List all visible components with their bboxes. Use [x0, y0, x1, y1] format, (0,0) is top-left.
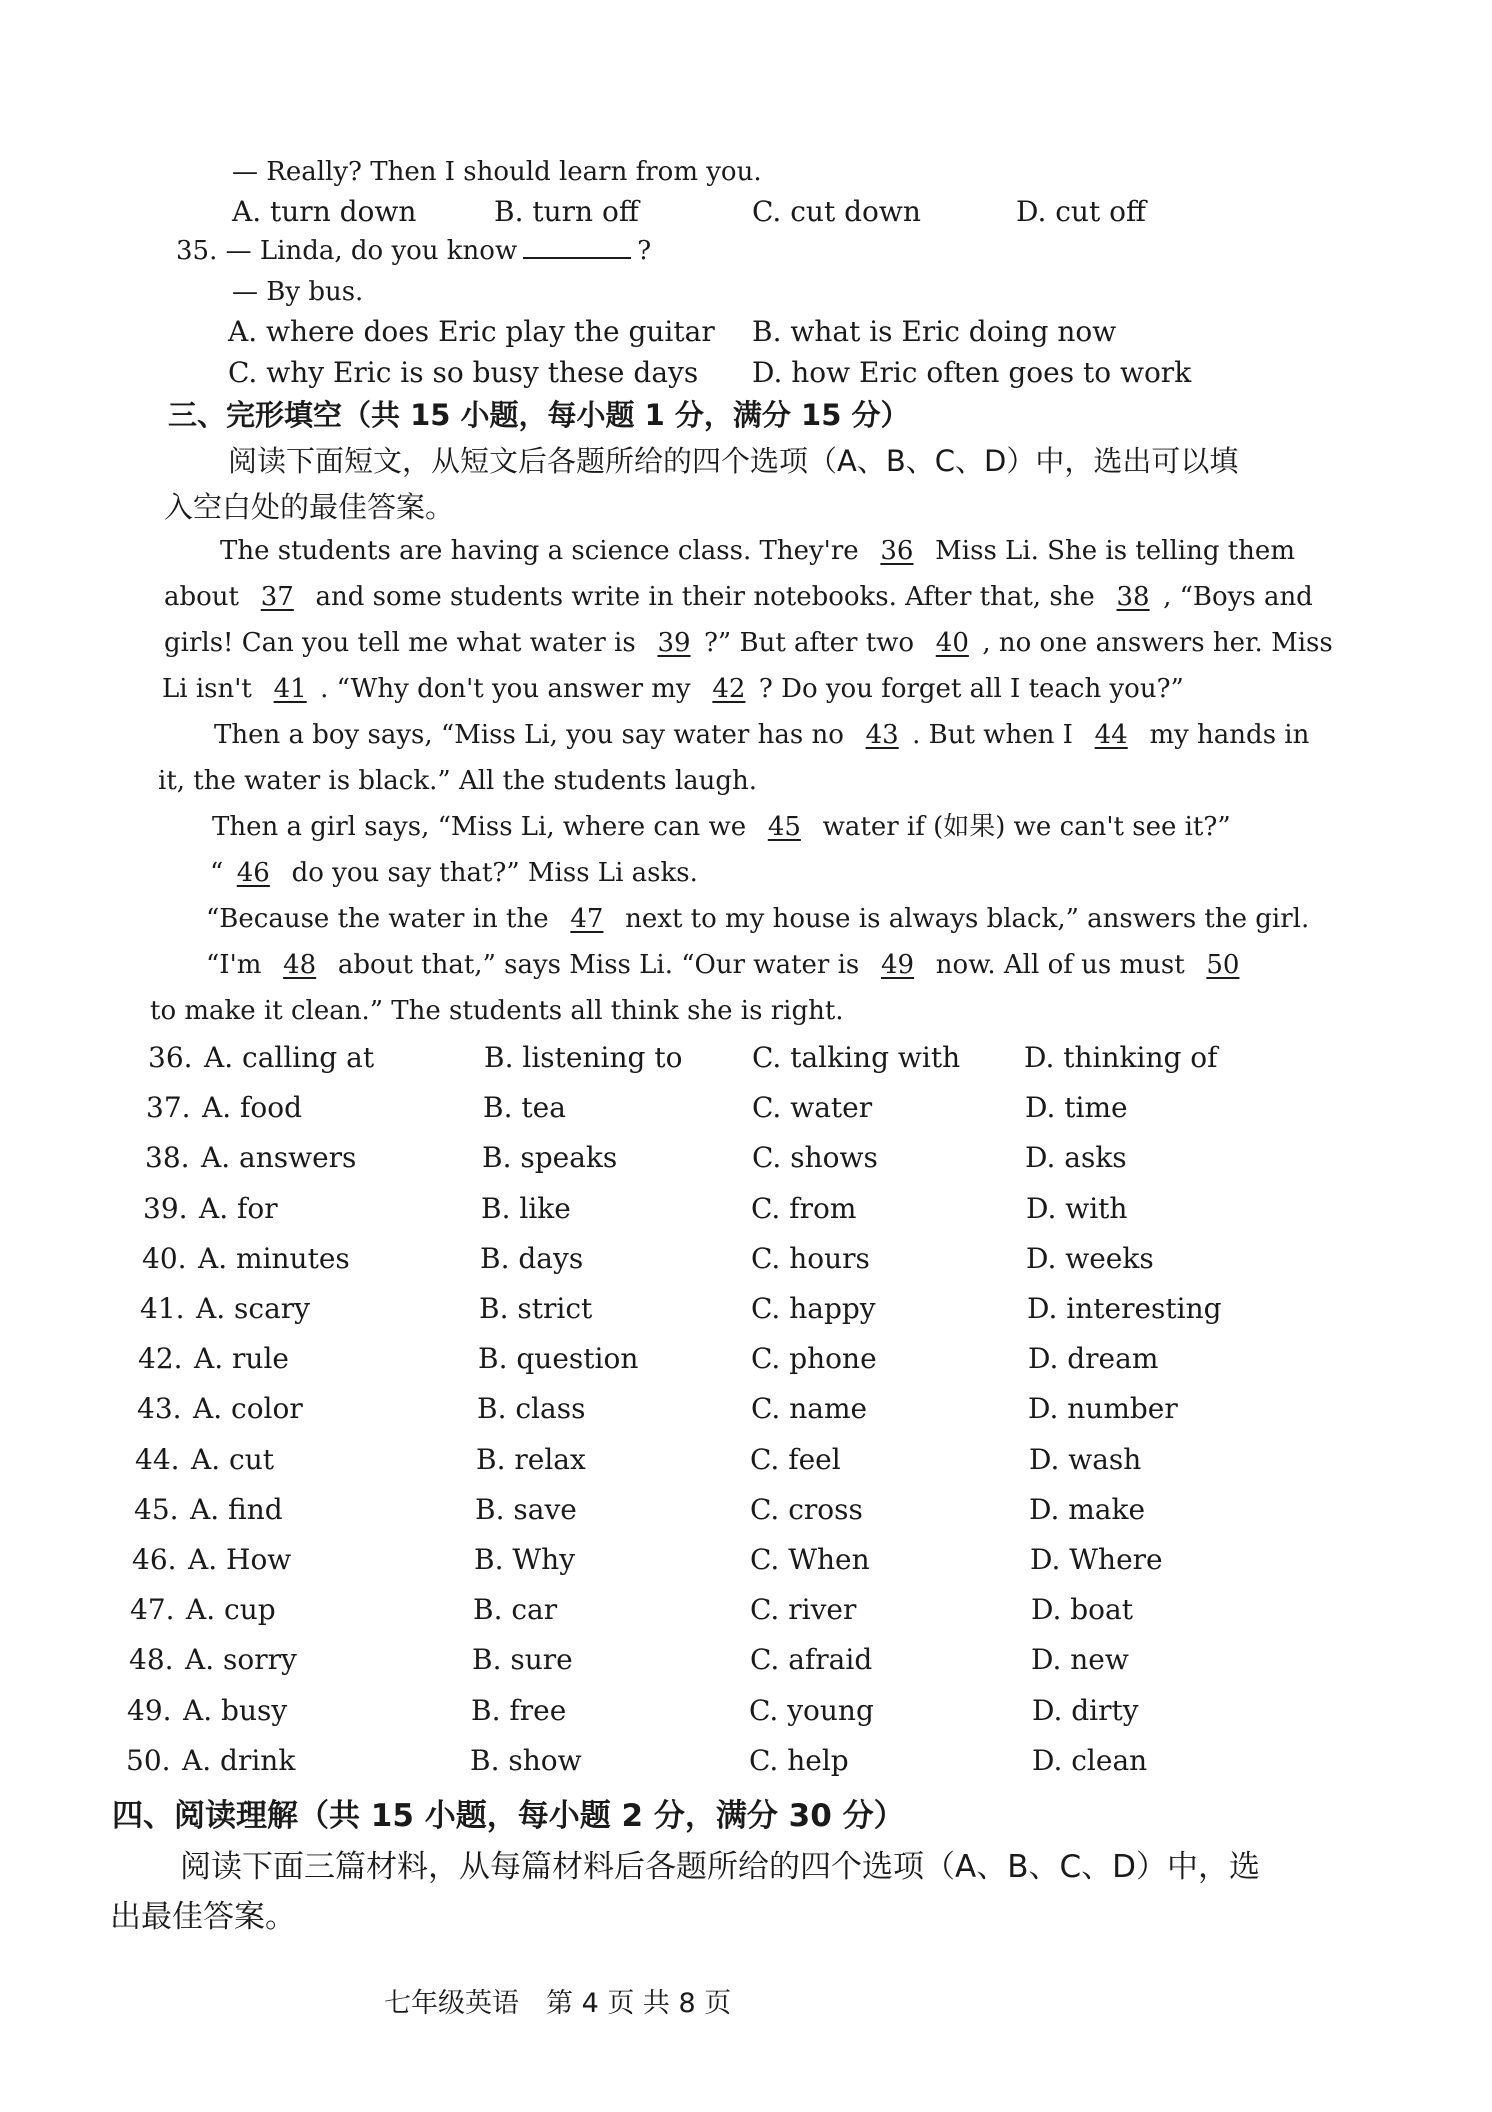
blank-40: 40 [935, 628, 969, 658]
option-b: B. listening to [484, 1041, 683, 1074]
blank-50: 50 [1206, 950, 1240, 980]
passage-line-4 [162, 672, 1184, 706]
section4-heading: 四、阅读理解（共 15 小题，每小题 2 分，满分 30 分） [112, 1798, 905, 1834]
q34-reply: — Really? Then I should learn from you. [232, 157, 762, 187]
option-d: D. Where [1030, 1543, 1163, 1576]
passage-line-7 [212, 810, 1231, 844]
option-a: A. answers [201, 1141, 357, 1174]
option-c: C. from [751, 1192, 857, 1225]
option-c: C. young [749, 1694, 874, 1727]
option-a: A. for [199, 1192, 278, 1225]
option-c: C. cross [750, 1493, 863, 1526]
passage-text: next to my house is always black,” answers the girl. [625, 904, 1310, 934]
q35-reply: — By bus. [232, 277, 364, 307]
option-d: D. wash [1029, 1443, 1142, 1476]
q35-question-mark: ? [637, 236, 652, 266]
option-c: C. water [752, 1091, 873, 1124]
passage-text: . But when I [912, 720, 1073, 750]
option-a: A. minutes [198, 1242, 350, 1275]
section4-instruction-line1: 阅读下面三篇材料，从每篇材料后各题所给的四个选项（A、B、C、D）中，选 [180, 1849, 1260, 1885]
q35-question [176, 234, 651, 268]
option-a: A. scary [196, 1292, 310, 1325]
option-c: C. name [751, 1392, 868, 1425]
blank-38: 38 [1116, 582, 1150, 612]
passage-text: girls! Can you tell me what water is [164, 628, 636, 658]
q34-option-a: A. turn down [232, 195, 417, 228]
passage-text: do you say that?” Miss Li asks. [291, 858, 698, 888]
passage-text: my hands in [1149, 720, 1310, 750]
option-a: A. drink [182, 1744, 296, 1777]
option-b: B. sure [472, 1643, 573, 1676]
question-number: 37. [146, 1091, 191, 1124]
blank-43: 43 [865, 720, 899, 750]
option-c: C. talking with [752, 1041, 961, 1074]
option-b: B. strict [479, 1292, 593, 1325]
blank-47: 47 [570, 904, 604, 934]
q35-question-text: — Linda, do you know [225, 236, 518, 266]
passage-text: The students are having a science class. They're [220, 536, 859, 566]
option-b: B. relax [476, 1443, 586, 1476]
option-a: A. cut [191, 1443, 274, 1476]
passage-text: water if (如果) we can't see it?” [822, 812, 1231, 842]
option-c: C. phone [751, 1342, 877, 1375]
option-a: A. color [193, 1392, 303, 1425]
passage-line-10 [206, 948, 1253, 982]
option-c: C. shows [752, 1141, 878, 1174]
option-d: D. thinking of [1024, 1041, 1218, 1074]
passage-text: “Because the water in the [206, 904, 549, 934]
option-c: C. river [750, 1593, 857, 1626]
passage-line-2 [164, 580, 1313, 614]
option-a: A. find [190, 1493, 283, 1526]
section3-instruction-line1: 阅读下面短文，从短文后各题所给的四个选项（A、B、C、D）中，选出可以填 [228, 444, 1239, 478]
option-c: C. happy [751, 1292, 876, 1325]
section3-heading: 三、完形填空（共 15 小题，每小题 1 分，满分 15 分） [168, 398, 910, 432]
question-number: 49. [127, 1694, 172, 1727]
passage-line-8 [210, 856, 698, 890]
q35-option-d: D. how Eric often goes to work [752, 356, 1192, 389]
q35-blank [523, 235, 631, 259]
option-d: D. boat [1031, 1593, 1133, 1626]
passage-line-9 [206, 902, 1309, 936]
option-c: C. afraid [750, 1643, 873, 1676]
blank-46: 46 [236, 858, 270, 888]
passage-line-5 [214, 718, 1309, 752]
option-b: B. Why [474, 1543, 576, 1576]
blank-49: 49 [880, 950, 915, 980]
option-d: D. asks [1025, 1141, 1127, 1174]
passage-text: ?” But after two [703, 628, 915, 658]
q35-option-b: B. what is Eric doing now [752, 315, 1117, 348]
option-b: B. car [473, 1593, 558, 1626]
question-number: 43. [137, 1392, 182, 1425]
blank-42: 42 [712, 674, 746, 704]
passage-line-3 [164, 626, 1333, 660]
question-number: 41. [140, 1292, 185, 1325]
option-a: A. How [188, 1543, 292, 1576]
question-number: 36. [148, 1041, 193, 1074]
blank-48: 48 [283, 950, 317, 980]
passage-line-11: to make it clean.” The students all think she is right. [150, 996, 844, 1026]
question-number: 44. [135, 1443, 180, 1476]
option-d: D. number [1028, 1392, 1178, 1425]
passage-text: “ [210, 858, 224, 888]
q35-option-c: C. why Eric is so busy these days [228, 356, 699, 389]
option-d: D. dirty [1032, 1694, 1139, 1727]
option-b: B. free [471, 1694, 567, 1727]
option-c: C. hours [751, 1242, 870, 1275]
q34-option-d: D. cut off [1016, 195, 1146, 228]
option-a: A. busy [183, 1694, 288, 1727]
option-b: B. tea [483, 1091, 566, 1124]
option-b: B. class [477, 1392, 586, 1425]
passage-text: , “Boys and [1163, 582, 1313, 612]
page-footer: 七年级英语 第 4 页 共 8 页 [384, 1988, 732, 2019]
passage-text: and some students write in their notebooks. After that, she [315, 582, 1095, 612]
option-a: A. calling at [204, 1041, 375, 1074]
blank-36: 36 [880, 536, 914, 566]
passage-text: . “Why don't you answer my [320, 674, 691, 704]
option-b: B. show [470, 1744, 582, 1777]
passage-line-6: it, the water is black.” All the students laugh. [158, 766, 758, 796]
option-d: D. interesting [1027, 1292, 1222, 1325]
option-b: B. speaks [482, 1141, 618, 1174]
question-number: 40. [142, 1242, 187, 1275]
option-a: A. sorry [185, 1643, 297, 1676]
question-number: 50. [126, 1744, 171, 1777]
blank-39: 39 [657, 628, 691, 658]
question-number: 42. [138, 1342, 183, 1375]
passage-text: ? Do you forget all I teach you?” [758, 674, 1184, 704]
option-a: A. food [202, 1091, 303, 1124]
passage-text: about that,” says Miss Li. “Our water is [337, 950, 860, 980]
option-b: B. question [478, 1342, 639, 1375]
q34-option-b: B. turn off [494, 195, 639, 228]
blank-45: 45 [767, 812, 801, 842]
section3-instruction-line2: 入空白处的最佳答案。 [164, 490, 455, 524]
option-b: B. save [475, 1493, 577, 1526]
passage-text: Miss Li. She is telling them [935, 536, 1295, 566]
question-number: 46. [132, 1543, 177, 1576]
option-c: C. feel [750, 1443, 841, 1476]
passage-line-1 [220, 534, 1295, 568]
option-c: C. help [749, 1744, 849, 1777]
option-a: A. rule [194, 1342, 289, 1375]
question-number: 38. [145, 1141, 190, 1174]
question-number: 48. [129, 1643, 174, 1676]
passage-text: Then a boy says, “Miss Li, you say water has no [214, 720, 844, 750]
option-d: D. with [1026, 1192, 1128, 1225]
blank-44: 44 [1094, 720, 1128, 750]
option-b: B. days [480, 1242, 584, 1275]
passage-text: Then a girl says, “Miss Li, where can we [212, 812, 747, 842]
option-d: D. time [1025, 1091, 1128, 1124]
q35-number: 35. [176, 236, 218, 266]
option-d: D. weeks [1026, 1242, 1154, 1275]
option-a: A. cup [186, 1593, 276, 1626]
option-d: D. new [1031, 1643, 1129, 1676]
option-d: D. clean [1032, 1744, 1148, 1777]
question-number: 47. [130, 1593, 175, 1626]
blank-41: 41 [273, 674, 307, 704]
passage-text: Li isn't [162, 674, 252, 704]
q34-option-c: C. cut down [752, 195, 921, 228]
blank-37: 37 [260, 582, 294, 612]
passage-text: now. All of us must [935, 950, 1185, 980]
option-d: D. dream [1028, 1342, 1159, 1375]
question-number: 39. [143, 1192, 188, 1225]
q35-option-a: A. where does Eric play the guitar [228, 315, 715, 348]
question-number: 45. [134, 1493, 179, 1526]
passage-text: about [164, 582, 239, 612]
option-c: C. When [750, 1543, 870, 1576]
section4-instruction-line2: 出最佳答案。 [110, 1899, 296, 1935]
passage-text: “I'm [206, 950, 262, 980]
passage-text: , no one answers her. Miss [982, 628, 1333, 658]
option-d: D. make [1029, 1493, 1146, 1526]
option-b: B. like [481, 1192, 571, 1225]
